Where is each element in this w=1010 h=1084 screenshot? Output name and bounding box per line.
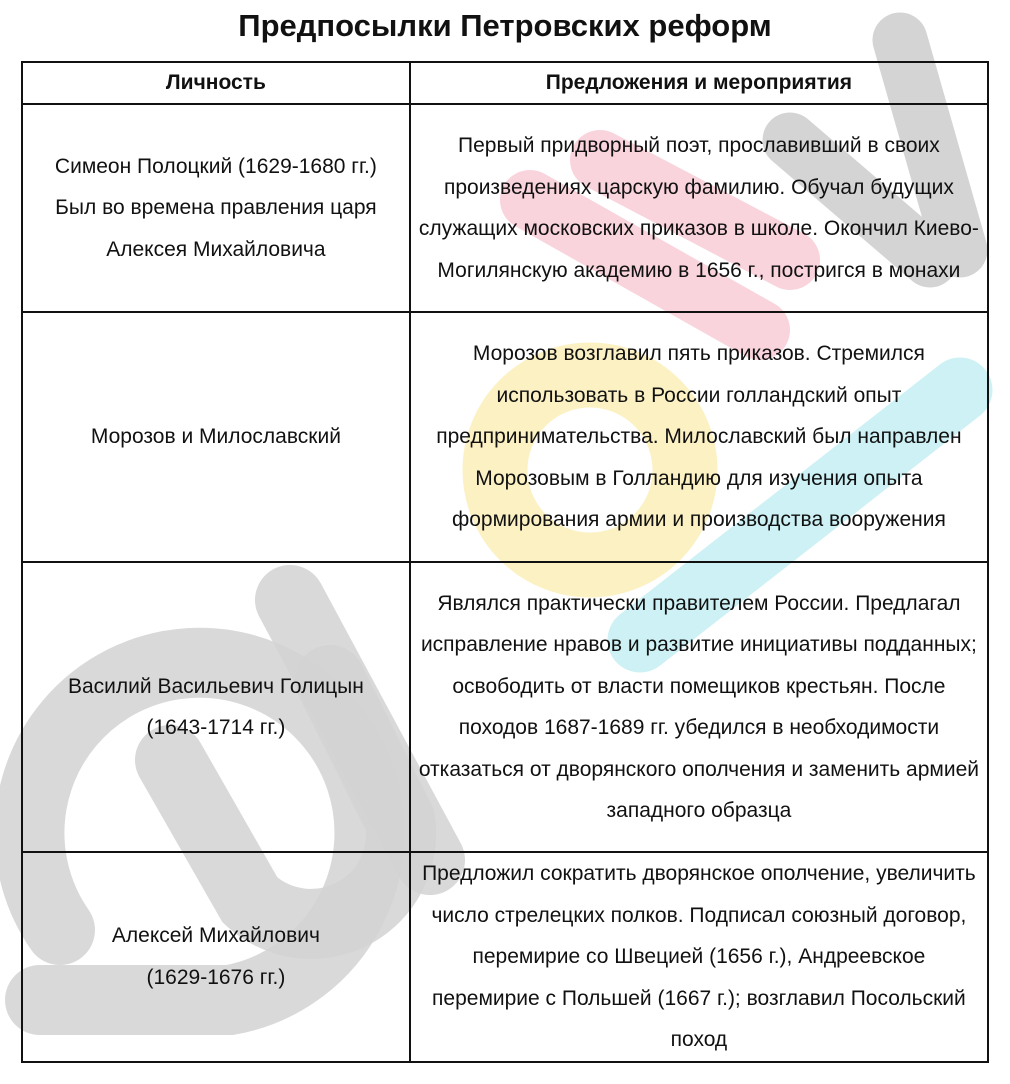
table-row — [22, 562, 988, 852]
person-line: Василий Васильевич Голицын — [68, 674, 364, 698]
person-line: Был во времена правления царя — [55, 196, 377, 220]
person-line: (1629-1676 гг.) — [146, 965, 286, 989]
person-line: (1643-1714 гг.) — [146, 716, 286, 739]
table-row — [22, 852, 988, 1062]
person-cell — [22, 312, 410, 562]
person-cell — [22, 104, 410, 312]
actions-cell: Морозов возглавил пять приказов. Стремился использовать в России голландский опыт предпринимательства. Милославский был направлен Морозовым в Голландию для изучения опыта формирования армии и производства вооружения — [410, 312, 988, 562]
table-row — [22, 312, 988, 562]
header-person: Личность — [22, 62, 410, 104]
page-title: Предпосылки Петровских реформ — [238, 8, 772, 43]
person-line: Морозов и Милославский — [90, 425, 341, 449]
person-cell — [22, 562, 410, 852]
actions-cell: Первый придворный поэт, прославивший в своих произведениях царскую фамилию. Обучал будущих служащих московских приказов в школе. Окончил Киево-Могилянскую академию в 1656 г., постригся в монахи — [410, 104, 988, 312]
person-line: Симеон Полоцкий (1629-1680 гг.) — [54, 154, 377, 178]
actions-cell: Предложил сократить дворянское ополчение, увеличить число стрелецких полков. Подписал союзный договор, перемирие со Швецией (1656 г.), Андреевское перемирие с Польшей (1667 г.); возглавил Посольский поход — [410, 852, 988, 1062]
table-row — [22, 104, 988, 312]
table-header-row — [22, 62, 988, 104]
actions-cell: Являлся практически правителем России. Предлагал исправление нравов и развитие инициативы подданных; освободить от власти помещиков крестьян. После походов 1687-1689 гг. убедился в необходимости отказаться от дворянского ополчения и заменить армией западного образца — [410, 562, 988, 852]
header-actions: Предложения и мероприятия — [410, 62, 988, 104]
person-line: Алексея Михайловича — [106, 237, 326, 261]
person-cell — [22, 852, 410, 1062]
person-line: Алексей Михайлович — [111, 924, 320, 948]
reforms-table — [21, 61, 989, 1063]
